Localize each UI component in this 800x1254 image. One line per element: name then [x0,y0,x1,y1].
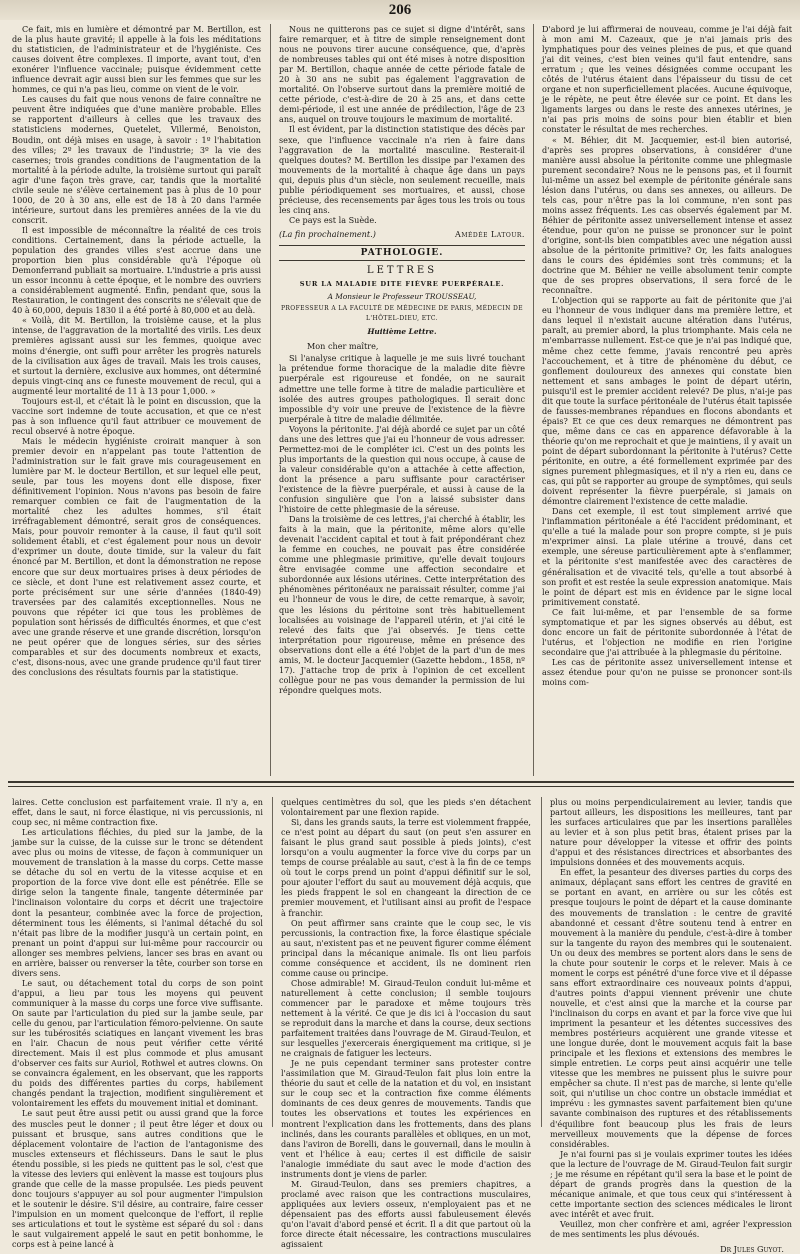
paragraph: « M. Béhier, dit M. Jacquemier, est-il bien autorisé, d'après ses propres observations, à considérer d'une manière aussi absolue la péritonite comme une phlegmasie purement secondaire? Nous ne le pensons pas, et il fournit lui-même un assez bel exemple de péritonite générale sans lésion dans l'utérus, ou dans ses annexes, ou ailleurs. De tels cas, pour n'être pas la loi commune, n'en sont pas moins assez fréquents. Les cas observés également par M. Béhier de péritonite assez universellement intense et assez étendue, pour qu'on ne puisse se prononcer sur le point d'origine, sont-ils bien compatibles avec une négation aussi absolue de la péritonite primitive? Or, les faits analogues dans le cours des épidémies sont très communs; et la doctrine que M. Béhier ne veille absolument tenir compte que de ses propres observations, il sera forcé de le reconnaître. [542,134,792,296]
author-name: Amédée Latour. [455,228,525,239]
paragraph: Ce fait lui-même, et par l'ensemble de sa forme symptomatique et par les signes observés au début, est donc encore un fait de péritonite subordonnée à l'état de l'utérus, et l'objection ne modifie en rien l'origine secondaire que j'ai attribuée à la phlegmasie du péritoine. [542,606,792,657]
paragraph: Je ne puis cependant terminer sans protester contre l'assimilation que M. Giraud-Teulon fait plus loin entre la théorie du saut et celle de la natation et du vol, en insistant sur le coup sec et la contraction fixe comme éléments dominants de ces deux genres de mouvements. Tandis que toutes les observations et toutes les expériences en montrent l'explication dans les frottements, dans des plans inclinés, dans les courants parallèles et obliques, en un mot, dans l'aviron de Borelli, dans le gouvernail, dans le moulin à vent et l'hélice à eau; certes il est difficile de saisir l'analogie immédiate du saut avec le mode d'action des instruments dont je viens de parler. [281,1058,531,1179]
letters-addressee: A Monsieur le Professeur TROUSSEAU, [327,292,477,302]
paragraph: laires. Cette conclusion est parfaitement vraie. Il n'y a, en effet, dans le saut, ni force élastique, ni vis percussionis, ni coup sec, ni même contraction fixe. [12,797,263,828]
paragraph: Veuillez, mon cher confrère et ami, agréer l'expression de mes sentiments les plus dévoués. [550,1218,792,1240]
paragraph: En effet, la pesanteur des diverses parties du corps des animaux, déplaçant sans effort les centres de gravité en se portant en avant, en arrière ou sur les côtés est presque toujours le point de départ et la cause dominante des mouvements de translation : le centre de gravité abandonné et cessant d'être soutenu tend à entrer en mouvement à la manière du pendule, c'est-à-dire à tomber sur la tangente du rayon des membres qui le soutenaient. Un ou deux des membres se portent alors dans le sens de la chute pour soutenir le corps et le relever. Mais à ce moment le corps est pénétré d'une force vive et il dépasse sans effort extraordinaire ces nouveaux points d'appui, d'autres points d'appui viennent prévenir une chute nouvelle, et c'est ainsi que la marche et la course par l'inclinaison du corps en avant et par la force vive que lui impriment la pesanteur et les détentes successives des membres postérieurs acquièrent une grande vitesse et une longue durée, dont le mouvement acquis fait la base principale et les flexions et extensions des membres le simple entretien. Le corps peut ainsi acquérir une telle vitesse que les membres ne puissent plus le suivre pour empêcher sa chute. Il n'est pas de marche, si lente qu'elle soit, qui n'utilise un choc contre un obstacle immédiat et imprévu : les gymnastes savent parfaitement bien qu'une savante combinaison des ruptures et des rétablissements d'équilibre font beaucoup plus les frais de leurs merveilleux mouvements que la dépense de forces considérables. [550,867,792,1149]
article-signature [279,229,525,239]
paragraph: plus ou moins perpendiculairement au levier, tandis que partout ailleurs, les dispositions les meilleures, tant par les surfaces articulaires que par les insertions parallèles au levier et à son plus petit bras, étaient prises par la nature pour développer la vitesse et offrir des points d'appui et des résistances directrices et absorbantes des impulsions données et des mouvements acquis. [550,797,792,868]
column-divider [270,24,271,776]
letters-subtitle: SUR LA MALADIE DITE FIÈVRE PUERPÉRALE. [299,280,505,289]
paragraph: M. Giraud-Teulon, dans ses premiers chapitres, a proclamé avec raison que les contractions musculaires, appliquées aux leviers osseux, n'employaient pas et ne dépensaient pas des efforts aussi fabuleusement élevés qu'on l'avait d'abord pensé et écrit. Il a dit que partout où la force directe était nécessaire, les contractions musculaires agissaient [281,1178,531,1250]
paragraph: Mais le médecin hygiéniste croirait manquer à son premier devoir en n'appelant pas toute l'attention de l'administration sur le fait grave mis courageusement en lumière par M. le docteur Bertillon, et sur lequel elle peut, seule, par tous les moyens dont elle dispose, fixer définitivement l'opinion. Nous n'avons pas besoin de faire remarquer combien ce fait de l'augmentation de la mortalité chez les adultes hommes, s'il était irréfragablement démontré, serait gros de conséquences. Mais, pour pouvoir remonter à la cause, il faut qu'il soit solidement établi, et c'est également pour nous un devoir d'exprimer un doute, doute timide, sur la valeur du fait énoncé par M. Bertillon, et dont la démonstration ne repose encore que sur deux mortuaires prises à deux périodes de ce siècle, et dont l'une est relativement assez courte, et porte précisément sur une série d'années (1840-49) traversées par des calamités exceptionnelles. Nous ne pouvons que répéter ici que tous les problèmes de population sont hérissés de difficultés énormes, et que c'est avec une grande réserve et une grande discrétion, lorsqu'on ne peut opérer que de longues séries, sur des séries comparables et sur des documents nombreux et exacts, c'est, disons-nous, avec une grande prudence qu'il faut tirer des conclusions des résultats fournis par la statistique. [12,435,261,677]
paragraph: Le saut, ou détachement total du corps de son point d'appui, a lieu par tous les moyens qui peuvent communiquer à la masse du corps une force vive suffisante. On saute par l'articulation du pied sur la jambe seule, par celle du genou, par l'articulation fémoro-pelvienne. On saute sur les tubérosités sciatiques en lançant vivement les bras en l'air. Chacun de nous peut vérifier cette vérité directement. Mais il est plus commode et plus amusant d'observer ces faits sur Auriol, Rothwel et autres clowns. On se convaincra également, en les observant, que les rapports du poids des différentes parties du corps, habilement changés pendant la trajection, modifient singulièrement et volontairement les effets du mouvement initial et dominant. [12,977,263,1109]
paragraph: Ce pays est la Suède. [289,214,377,225]
feuilleton-column-1 [12,797,263,1250]
paragraph: Les causes du fait que nous venons de faire connaître ne peuvent être indiquées que d'une manière probable. Elles se rapportent d'ailleurs à celles que les travaux des statisticiens modernes, Quetelet, Villermé, Benoiston, Boudin, ont déjà mises en usage, à savoir : 1º l'habitation des villes; 2º les travaux de l'industrie; 3º la vie des casernes; trois grandes conditions de l'augmentation de la mortalité à la période adulte, la troisième surtout qui paraît agir d'une façon très grave, car, tandis que la mortalité civile seule ne s'élève certainement pas à plus de 10 pour 1000, de 20 à 30 ans, elle est de 18 à 20 dans l'armée intérieure, surtout dans les premières années de la vie du conscrit. [12,94,261,225]
letters-title: LETTRES [366,265,438,277]
addressee-affiliation: PROFESSEUR A LA FACULTÉ DE MÉDECINE DE PARIS, MÉDECIN DE L'HÔTEL-DIEU, ETC. [280,305,524,323]
column-divider [272,797,273,1127]
paragraph: Le saut peut être aussi petit ou aussi grand que la force des muscles peut le donner ; il peut être léger et doux ou puissant et brusque, sans autres conditions que le déplacement volontaire de l'action de l'antagonisme des muscles extenseurs et fléchisseurs. Dans le saut le plus étendu possible, si les pieds ne quittent pas le sol, c'est que la vitesse des leviers qui enlèvent la masse est toujours plus grande que celle de la masse propulsée. Les pieds peuvent donc toujours s'appuyer au sol pour augmenter l'impulsion et le soutenir le désire. S'il désire, au contraire, faire cesser l'impulsion en un moment quelconque de l'effort, il replie ses articulations et tout le système est séparé du sol : dans le saut vulgairement appelé le saut en petit bonhomme, le corps est à peine lancé à [12,1108,263,1250]
paragraph: Chose admirable! M. Giraud-Teulon conduit lui-même et naturellement à cette conclusion; il semble toujours commencer par le paradoxe et même toujours très nettement à la vérité. Ce que je dis ici à l'occasion du saut se reproduit dans la marche et dans la course, deux sections parfaitement traitées dans l'ouvrage de M. Giraud-Teulon, et sur lesquelles j'exercerais énergiquement ma critique, si je ne craignais de fatiguer les lecteurs. [281,977,531,1059]
letter-number: Huitième Lettre. [367,327,437,337]
paragraph: « Voilà, dit M. Bertillon, la troisième cause, et la plus intense, de l'aggravation de la mortalité des virils. Les deux premières agissant aussi sur les femmes, quoique avec moins d'énergie, ont suffi pour arrêter les progrès naturels de la civilisation aux âges de travail. Mais les trois causes, et surtout la dernière, exclusive aux hommes, ont déterminé depuis vingt-cinq ans ce funeste mouvement de recul, qui a augmenté leur mortalité de 11 à 13 pour 1,000. » [12,315,261,396]
column-divider [541,797,542,1127]
feuilleton-rule [8,781,794,783]
paragraph: Dans la troisième de ces lettres, j'ai cherché à établir, les faits à la main, que la péritonite, même alors qu'elle devenait l'accident capital et tout à fait prépondérant chez la femme en couches, ne pouvait pas être considérée comme une phlegmasie primitive, qu'elle devait toujours être envisagée comme une affection secondaire et subordonnée aux lésions utérines. Cette interprétation des phénomènes péritonéaux ne paraissait résulter, comme j'ai eu l'honneur de vous le dire, de cette remarque, à savoir, que les lésions du péritoine sont très habituellement localisées au voisinage de l'appareil utérin, et j'ai cité le relevé des faits que j'ai observés. Je tiens cette interprétation pour rigoureuse, même en présence des observations dont elle a été l'objet de la part d'un de mes amis, M. le docteur Jacquemier (Gazette hebdom., 1858, nº 17). J'attache trop de prix à l'opinion de cet excellent collègue pour ne pas vous demander la permission de lui répondre quelques mots. [279,514,525,695]
feuilleton-column-3 [550,797,792,1254]
paragraph: Dans cet exemple, il est tout simplement arrivé que l'inflammation péritonéale a été l'accident prédominant, et qu'elle a tué la malade pour son propre compte, si je puis m'exprimer ainsi. La plaie utérine a trouvé, dans cet exemple, une séreuse particulièrement apte à s'enflammer, et la péritonite s'est manifestée avec des caractères de généralisation et de vivacité tels, qu'elle a tout absorbé à son profit et est restée la seule expression anatomique. Mais le point de départ est mis en évidence par le signe local primitivement constaté. [542,506,792,607]
paragraph: Si, dans les grands sauts, la terre est violemment frappée, ce n'est point au départ du saut (on peut s'en assurer en faisant le plus grand saut possible à pieds joints), c'est lorsqu'on a voulu augmenter la force vive du corps par un temps de course préalable au saut, c'est à la fin de ce temps où tout le corps prend un point d'appui définitif sur le sol, pour ajouter l'effort du saut au mouvement déjà acquis, que les pieds frappent le sol en changeant la direction de ce premier mouvement, et l'utilisant ainsi au profit de l'espace à franchir. [281,817,531,918]
paragraph: On peut affirmer sans crainte que le coup sec, le vis percussionis, la contraction fixe, la force élastique spéciale au saut, n'existent pas et ne peuvent figurer comme élément principal dans la mécanique animale. Ils ont lieu parfois comme conséquence et accident, ils ne dominent rien comme cause ou principe. [281,917,531,978]
continuation-note: (La fin prochainement.) [279,228,376,239]
paragraph: D'abord je lui affirmerai de nouveau, comme je l'ai déjà fait à mon ami M. Cazeaux, que je n'ai jamais pris des lymphatiques pour des veines pleines de pus, et que quand j'ai dit veines, c'est bien veines qu'il faut entendre, sans erratum ; que les veines désignées comme occupant les côtés de l'utérus étaient dans l'épaisseur du tissu de cet organe et non superficiellement placées. Aucune équivoque, je le répète, ne peut être élevée sur ce point. Et dans les ligaments larges ou dans le reste des annexes utérines, je n'ai pas pris moins de soins pour bien établir et bien constater le résultat de mes recherches. [542,24,792,135]
paragraph: Voyons la péritonite. J'ai déjà abordé ce sujet par un côté dans une des lettres que j'ai eu l'honneur de vous adresser. Permettez-moi de le compléter ici. C'est un des points les plus importants de la question qui nous occupe, à cause de la valeur considérable qu'on a attachée à cette affection, dont la présence a paru suffisante pour caractériser l'existence de la fièvre puerpérale, et aussi à cause de la confusion singulière que l'on a laissé subsister dans l'histoire de cette phlegmasie de la séreuse. [279,423,525,515]
paragraph: quelques centimètres du sol, que les pieds s'en détachent volontairement par une flexion rapide. [281,797,531,818]
paragraph: Les cas de péritonite assez universellement intense et assez étendue pour qu'on ne puisse se prononcer sont-ils moins com- [542,656,792,688]
section-heading: PATHOLOGIE. [279,245,525,261]
paragraph: Ce fait, mis en lumière et démontré par M. Bertillon, est de la plus haute gravité; il appelle à la fois les méditations du statisticien, de l'administrateur et de l'hygiéniste. Ces causes doivent être complexes. Il importe, avant tout, d'en exonérer l'influence vaccinale; puisque évidemment cette influence devrait agir aussi bien sur les femmes que sur les hommes, ce qui n'a pas lieu, comme on vient de le voir. [12,24,261,95]
paragraph: Il est évident, par la distinction statistique des décès par sexe, que l'influence vaccinale n'a rien à faire dans l'aggravation de la mortalité masculine. Resterait-il quelques doutes? M. Bertillon les dissipe par l'examen des mouvements de la mortalité à chaque âge dans un pays qui, depuis plus d'un siècle, non seulement recueille, mais publie périodiquement ses mortuaires, et aussi, chose précieuse, des recensements par âges tous les trois ou tous les cinq ans. [279,124,525,215]
feuilleton-column-2 [281,797,531,1250]
page-number: 206 [388,2,412,18]
paragraph: Je n'ai fourni pas si je voulais exprimer toutes les idées que la lecture de l'ouvrage de M. Giraud-Teulon fait surgir ; je me résume en répétant qu'il sera la base et le point de départ de grands progrès dans la question de la mécanique animale, et que tous ceux qui s'intéressent à cette importante section des sciences médicales le liront avec intérêt et avec fruit. [550,1148,792,1219]
article-column-3 [542,24,792,776]
paragraph: Il est impossible de méconnaître la réalité de ces trois conditions. Certainement, dans la période actuelle, la population des grandes villes s'est accrue dans une proportion bien plus considérable qu'à l'époque où Demonferrand publiait sa mortuaire. L'industrie a pris aussi un essor inconnu à cette époque, et le nombre des ouvriers a considérablement augmenté. Enfin, pendant que, sous la Restauration, le contingent des conscrits ne s'élevait que de 40 à 60,000, depuis 1830 il a été porté à 80,000 et au delà. [12,224,261,316]
paragraph: Toujours est-il, et c'était là le point en discussion, que la vaccine sort indemne de toute accusation, et que ce n'est pas à son influence qu'il faut attribuer ce mouvement de recul observé à notre époque. [12,395,261,436]
feuilleton-rule-thin [8,786,794,787]
paragraph: Si l'analyse critique à laquelle je me suis livré touchant la prétendue forme thoracique de la maladie dite fièvre puerpérale est rigoureuse et fondée, on ne saurait admettre une telle forme à titre de maladie particulière et isolée des autres groupes pathologiques. Il serait donc impossible d'y voir une preuve de l'existence de la fièvre puerpérale à titre de maladie délimitée. [279,353,525,424]
feuilleton-signature: Dr Jules Guyot. [720,1244,784,1254]
paragraph: Les articulations fléchies, du pied sur la jambe, de la jambe sur la cuisse, de la cuisse sur le tronc se détendent avec plus ou moins de vitesse, de façon à communiquer un mouvement de translation à la masse du corps. Cette masse se détache du sol en vertu de la vitesse acquise et en proportion de la force vive dont elle est pénétrée. Elle se dirige selon la tangente finale, tangente déterminée par l'inclinaison volontaire du corps et décrit une trajectoire dont la pesanteur, combinée avec la force de projection, déterminent tous les éléments, si l'animal détaché du sol n'était pas libre de la modifier jusqu'à un certain point, en prenant un point d'appui sur lui-même pour raccourcir ou allonger ses membres pelviens, lancer ses bras en avant ou en arrière, baisser ou renverser la tête, courber son torse en divers sens. [12,827,263,978]
salutation: Mon cher maître, [307,341,379,352]
article-column-1 [12,24,261,776]
paragraph: L'objection qui se rapporte au fait de péritonite que j'ai eu l'honneur de vous indiquer dans ma première lettre, et dans lequel il n'existait aucune altération dans l'utérus, paraît, au premier abord, la plus triomphante. Mais cela ne m'embarrasse nullement. Est-ce que je n'ai pas indiqué que, même chez cette femme, j'avais rencontré peu après l'accouchement, et à titre de phénomène du début, ce gonflement douloureux des annexes qui constate bien nettement et sans ambages le point de départ utérin, puisqu'il est le premier accident relevé? De plus, n'ai-je pas dit que toute la surface péritonéale de l'utérus était tapissée de fausses-membranes répandues en flocons abondants et épais? Et ce que ces deux remarques ne démontrent pas que, même dans ce cas en apparence défavorable à la théorie qu'on me reprochait et que je maintiens, il y avait un point de départ subordonnant la péritonite à l'utérus? Cette péritonite, en outre, a été formellement exprimée par des signes purement phlegmasiques, et il n'y a rien eu, dans ce cas, qui pût se rapporter au groupe de symptômes, qui seuls doivent représenter la fièvre puerpérale, si jamais on démontre clairement l'existence de cette maladie. [542,295,792,507]
paragraph: Nous ne quitterons pas ce sujet si digne d'intérêt, sans faire remarquer, et à titre de simple renseignement dont nous ne pouvons tirer aucune conséquence, que, d'après de nombreuses tables qui ont été mises à notre disposition par M. Bertillon, chaque année de cette période fatale de 20 à 30 ans ne subit pas également l'aggravation de mortalité. On l'observe surtout dans la première moitié de cette période, c'est-à-dire de 20 à 25 ans, et dans cette demi-période, il est une année de prédilection, l'âge de 23 ans, auquel on trouve toujours le maximum de mortalité. [279,24,525,125]
article-column-2 [279,24,525,776]
column-divider [533,24,534,776]
